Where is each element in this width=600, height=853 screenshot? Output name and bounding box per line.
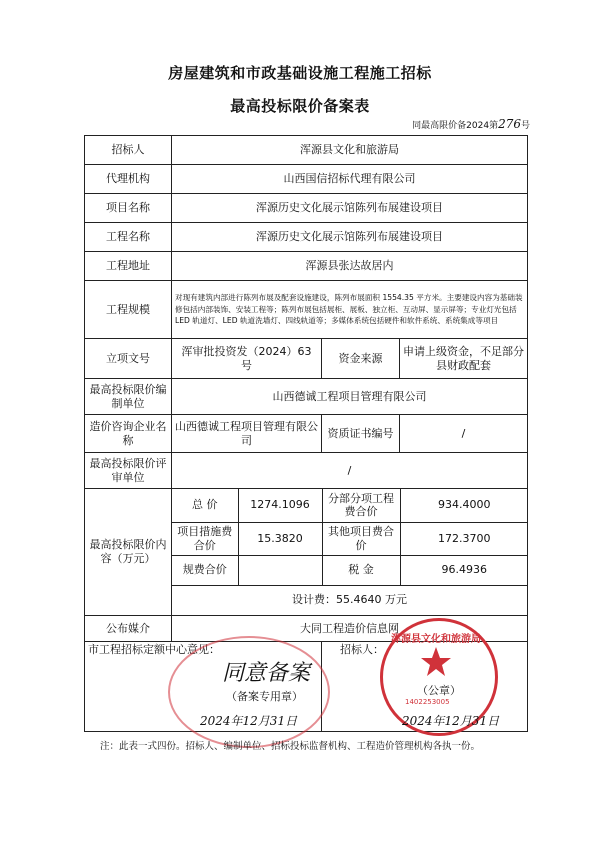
project-name-value: 浑源历史文化展示馆陈列布展建设项目 [172, 194, 528, 223]
design-fee: 设计费：55.4640 万元 [172, 585, 528, 615]
address-label: 工程地址 [85, 252, 172, 281]
measure-fee-value: 15.3820 [238, 522, 322, 555]
tenderer-sign-label: 招标人： [340, 643, 384, 656]
consult-company-label: 造价咨询企业名称 [85, 415, 172, 453]
engineering-name-value: 浑源历史文化展示馆陈列布展建设项目 [172, 223, 528, 252]
doc-number-value: 276 [498, 117, 521, 131]
approval-seal-caption: （备案专用章） [226, 690, 303, 703]
cert-number-value: / [400, 415, 528, 453]
price-content-cell [172, 489, 528, 616]
subitem-value: 934.4000 [400, 489, 528, 522]
measure-fee-label: 项目措施费合价 [172, 522, 238, 555]
price-breakdown-table [172, 489, 528, 615]
tenderer-date: 2024年12月31日 [402, 714, 500, 728]
footer-note: 注：此表一式四份。招标人、编制单位、招标投标监督机构、工程造价管理机构各执一份。 [100, 741, 481, 752]
approval-handwriting: 同意备案 [222, 661, 311, 686]
compiler-label: 最高投标限价编制单位 [85, 379, 172, 415]
doc-number-suffix: 号 [520, 121, 530, 131]
project-name-label: 项目名称 [85, 194, 172, 223]
approval-date: 2024年12月31日 [200, 714, 298, 728]
tenderer-label: 招标人 [85, 136, 172, 165]
agency-value: 山西国信招标代理有限公司 [172, 165, 528, 194]
approval-label: 立项文号 [85, 339, 172, 379]
page-title-line1: 房屋建筑和市政基础设施工程施工招标 [168, 64, 432, 82]
cert-number-label: 资质证书编号 [322, 415, 400, 453]
media-value: 大同工程造价信息网 [172, 616, 528, 642]
review-unit-value: / [172, 453, 528, 489]
document-number [412, 117, 530, 131]
fund-source-value: 申请上级资金，不足部分县财政配套 [400, 339, 528, 379]
engineering-name-label: 工程名称 [85, 223, 172, 252]
tax-label: 税 金 [322, 555, 400, 585]
scale-label: 工程规模 [85, 281, 172, 339]
consult-company-value: 山西德诚工程项目管理有限公司 [172, 415, 322, 453]
regulatory-fee-value [238, 555, 322, 585]
compiler-value: 山西德诚工程项目管理有限公司 [172, 379, 528, 415]
review-unit-label: 最高投标限价评审单位 [85, 453, 172, 489]
doc-number-prefix: 同最高限价备2024第 [412, 121, 499, 131]
tenderer-seal-text: 浑源县文化和旅游局 [391, 634, 481, 645]
other-fee-label: 其他项目费合价 [322, 522, 400, 555]
tax-value: 96.4936 [400, 555, 528, 585]
opinion-label: 市工程招标定额中心意见： [88, 643, 220, 656]
approval-value: 浑审批投资发（2024）63 号 [172, 339, 322, 379]
tenderer-value: 浑源县文化和旅游局 [172, 136, 528, 165]
scale-value: 对现有建筑内部进行陈列布展及配套设施建设，陈列布展面积 1554.35 平方米。主要建设内容为基础装修包括内部装饰、安装工程等；陈列布展包括展柜、展板、独立柜、互动屏、显示屏等；专业灯光包括 LED 轨道灯、LED 轨道洗墙灯、四线轨道等；多媒体系统包括硬件和软件系统、系统集成等项目 [172, 281, 528, 339]
other-fee-value: 172.3700 [400, 522, 528, 555]
agency-label: 代理机构 [85, 165, 172, 194]
media-label: 公布媒介 [85, 616, 172, 642]
price-content-label: 最高投标限价内容（万元） [85, 489, 172, 616]
page-title-line2: 最高投标限价备案表 [230, 97, 370, 115]
address-value: 浑源县张达故居内 [172, 252, 528, 281]
fund-source-label: 资金来源 [322, 339, 400, 379]
subitem-label: 分部分项工程费合价 [322, 489, 400, 522]
tenderer-seal-caption: （公章） [417, 684, 461, 697]
tenderer-seal-code: 1402253005 [405, 698, 450, 706]
total-label: 总 价 [172, 489, 238, 522]
seal-star-icon [420, 646, 452, 678]
regulatory-fee-label: 规费合价 [172, 555, 238, 585]
total-value: 1274.1096 [238, 489, 322, 522]
